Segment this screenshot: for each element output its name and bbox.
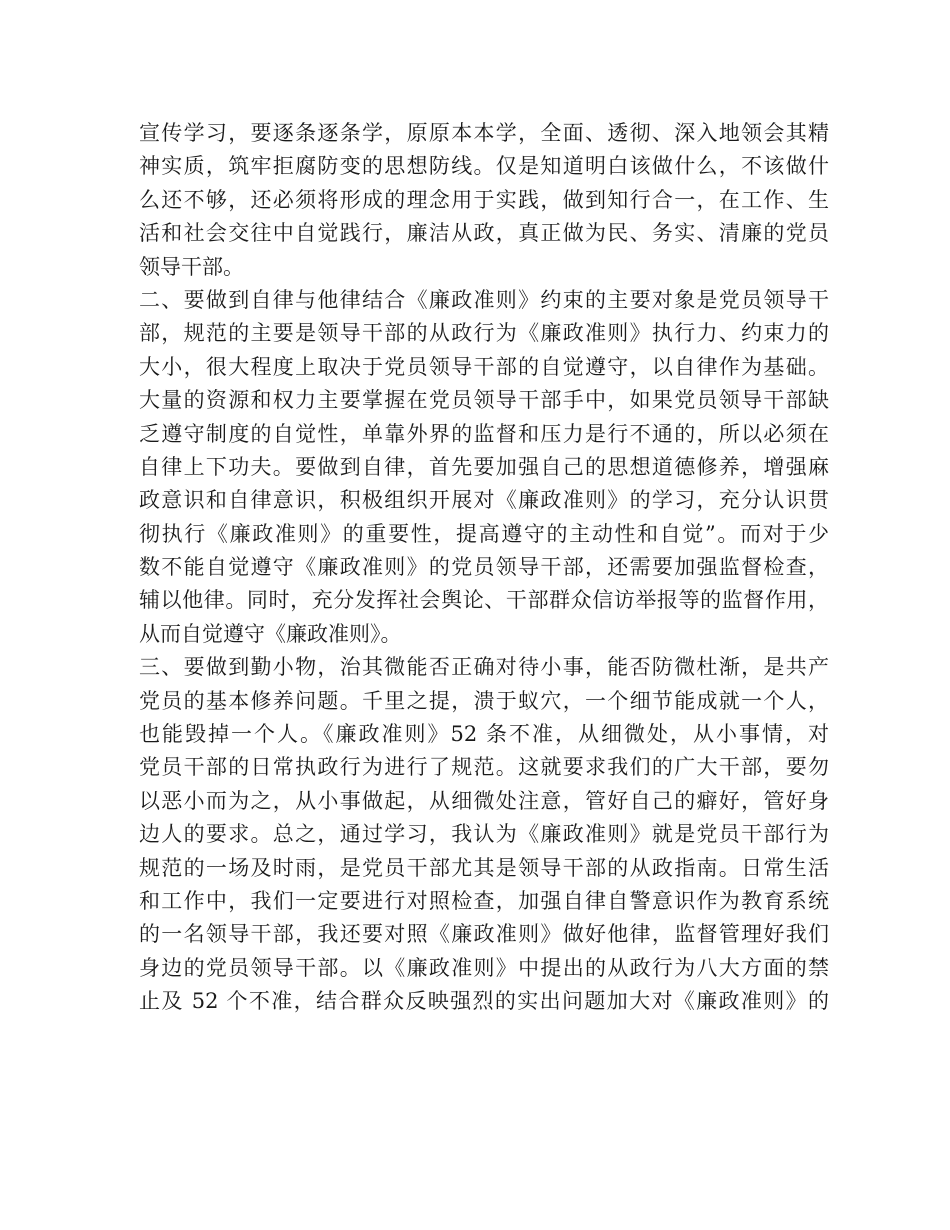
text-line: 么还不够，还必须将形成的理念用于实践，做到知行合一，在工作、生 <box>139 187 829 212</box>
text-line: 边人的要求。总之，通过学习，我认为《廉政准则》就是党员干部行为 <box>139 822 829 847</box>
text-line: 三、要做到勤小物，治其微能否正确对待小事，能否防微杜渐，是共产 <box>139 655 829 680</box>
text-line: 辅以他律。同时，充分发挥社会舆论、干部群众信访举报等的监督作用， <box>139 588 829 613</box>
text-line: 彻执行《廉政准则》的重要性，提高遵守的主动性和自觉”。而对于少 <box>139 521 829 546</box>
text-line: 身边的党员领导干部。以《廉政准则》中提出的从政行为八大方面的禁 <box>139 955 829 980</box>
text-line: 大小，很大程度上取决于党员领导干部的自觉遵守，以自律作为基础。 <box>139 354 829 379</box>
text-line: 从而自觉遵守《廉政准则》。 <box>139 621 402 646</box>
text-line: 也能毁掉一个人。《廉政准则》52 条不准，从细微处，从小事情，对 <box>139 722 829 747</box>
text-line: 数不能自觉遵守《廉政准则》的党员领导干部，还需要加强监督检查， <box>139 555 829 580</box>
text-line: 神实质，筑牢拒腐防变的思想防线。仅是知道明白该做什么，不该做什 <box>139 154 829 179</box>
text-line: 党员干部的日常执政行为进行了规范。这就要求我们的广大干部，要勿 <box>139 755 829 780</box>
text-line: 规范的一场及时雨，是党员干部尤其是领导干部的从政指南。日常生活 <box>139 855 829 880</box>
text-line: 部，规范的主要是领导干部的从政行为《廉政准则》执行力、约束力的 <box>139 321 829 346</box>
text-line: 政意识和自律意识，积极组织开展对《廉政准则》的学习，充分认识贯 <box>139 488 829 513</box>
text-line: 止及 52 个不准，结合群众反映强烈的实出问题加大对《廉政准则》的 <box>139 989 829 1014</box>
text-line: 领导干部。 <box>139 254 244 279</box>
text-line: 党员的基本修养问题。千里之提，溃于蚁穴，一个细节能成就一个人， <box>139 688 829 713</box>
text-line: 大量的资源和权力主要掌握在党员领导干部手中，如果党员领导干部缺 <box>139 388 829 413</box>
text-line: 以恶小而为之，从小事做起，从细微处注意，管好自己的癖好，管好身 <box>139 788 829 813</box>
text-line: 宣传学习，要逐条逐条学，原原本本学，全面、透彻、深入地领会其精 <box>139 121 829 145</box>
text-line: 活和社会交往中自觉践行，廉洁从政，真正做为民、务实、清廉的党员 <box>139 221 829 246</box>
text-line: 的一名领导干部，我还要对照《廉政准则》做好他律，监督管理好我们 <box>139 922 829 947</box>
text-line: 乏遵守制度的自觉性，单靠外界的监督和压力是行不通的，所以必须在 <box>139 421 829 446</box>
text-line: 和工作中，我们一定要进行对照检查，加强自律自警意识作为教育系统 <box>139 888 829 913</box>
text-line: 二、要做到自律与他律结合《廉政准则》约束的主要对象是党员领导干 <box>139 287 829 312</box>
document-body <box>139 117 829 1019</box>
text-line: 自律上下功夫。要做到自律，首先要加强自己的思想道德修养，增强麻 <box>139 454 829 479</box>
